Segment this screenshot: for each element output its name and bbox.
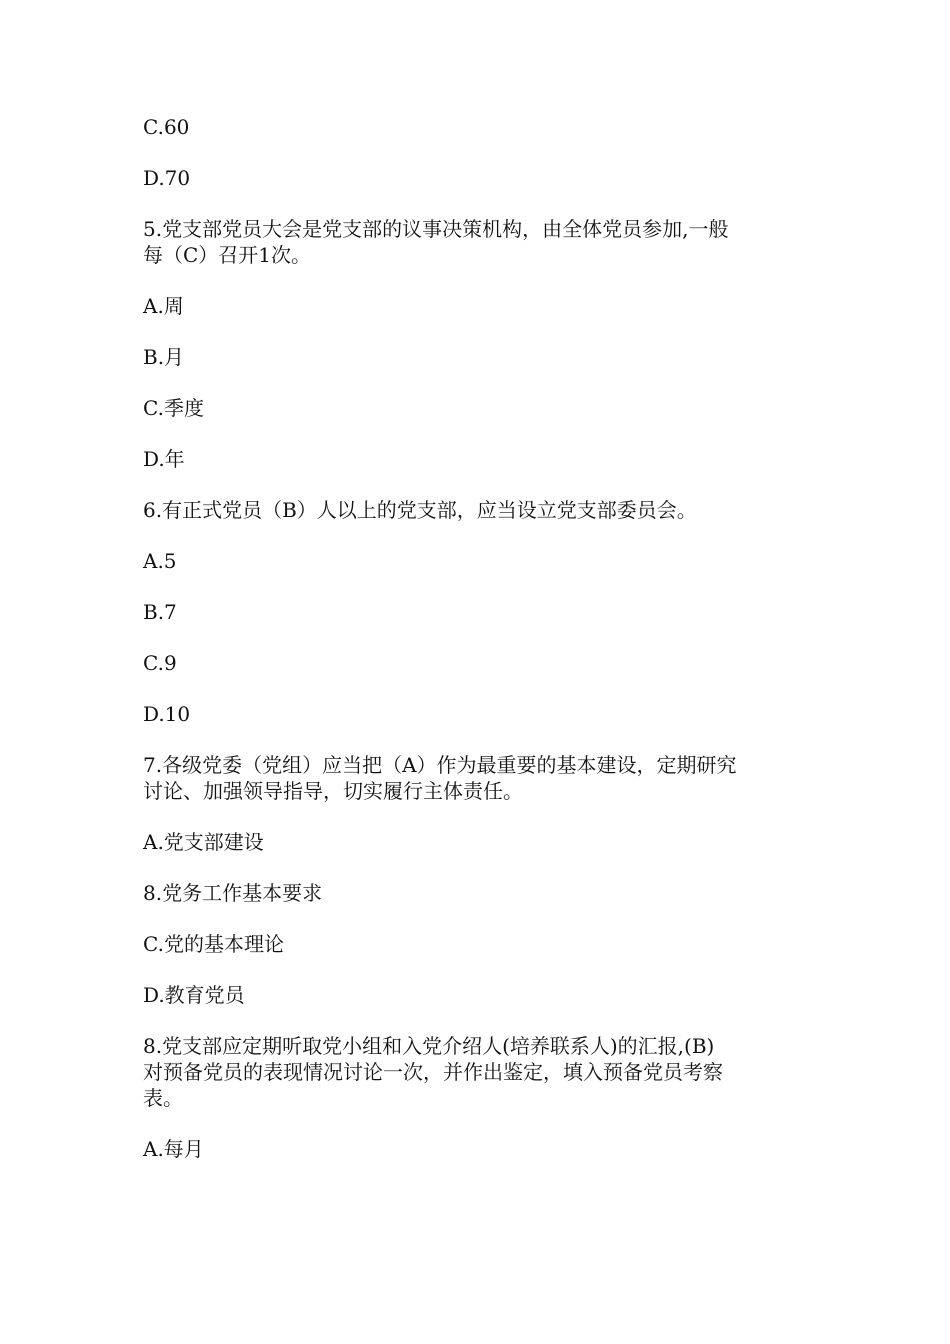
option-a-week: A.周: [143, 294, 184, 318]
question-6-line-1: 6.有正式党员（B）人以上的党支部，应当设立党支部委员会。: [143, 498, 697, 522]
option-c-60: C.60: [143, 115, 190, 139]
option-b-month: B.月: [143, 345, 185, 369]
question-7-line-1: 7.各级党委（党组）应当把（A）作为最重要的基本建设，定期研究: [143, 753, 737, 777]
option-d-year: D.年: [143, 447, 185, 471]
question-8-line-2: 对预备党员的表现情况讨论一次，并作出鉴定，填入预备党员考察: [143, 1060, 723, 1084]
option-d-educate-members: D.教育党员: [143, 983, 245, 1007]
option-c-9: C.9: [143, 651, 177, 675]
question-8: [143, 1033, 808, 1111]
option-a-branch-building: A.党支部建设: [143, 830, 264, 854]
question-5: [143, 216, 808, 268]
question-7-line-2: 讨论、加强领导指导，切实履行主体责任。: [143, 779, 523, 803]
option-c-quarter: C.季度: [143, 396, 204, 420]
document-content: [143, 114, 808, 1187]
option-d-70: D.70: [143, 166, 191, 190]
option-a-monthly: A.每月: [143, 1137, 204, 1161]
question-5-line-1: 5.党支部党员大会是党支部的议事决策机构，由全体党员参加,一般: [143, 217, 729, 241]
option-8-party-work-requirements: 8.党务工作基本要求: [143, 881, 323, 905]
question-8-line-1: 8.党支部应定期听取党小组和入党介绍人(培养联系人)的汇报,(B): [143, 1034, 715, 1058]
option-a-5: A.5: [143, 549, 177, 573]
question-6: [143, 497, 808, 523]
question-5-line-2: 每（C）召开1次。: [143, 243, 312, 267]
option-d-10: D.10: [143, 702, 191, 726]
question-8-line-3: 表。: [143, 1086, 183, 1110]
option-c-basic-theory: C.党的基本理论: [143, 932, 284, 956]
question-7: [143, 752, 808, 804]
option-b-7: B.7: [143, 600, 177, 624]
